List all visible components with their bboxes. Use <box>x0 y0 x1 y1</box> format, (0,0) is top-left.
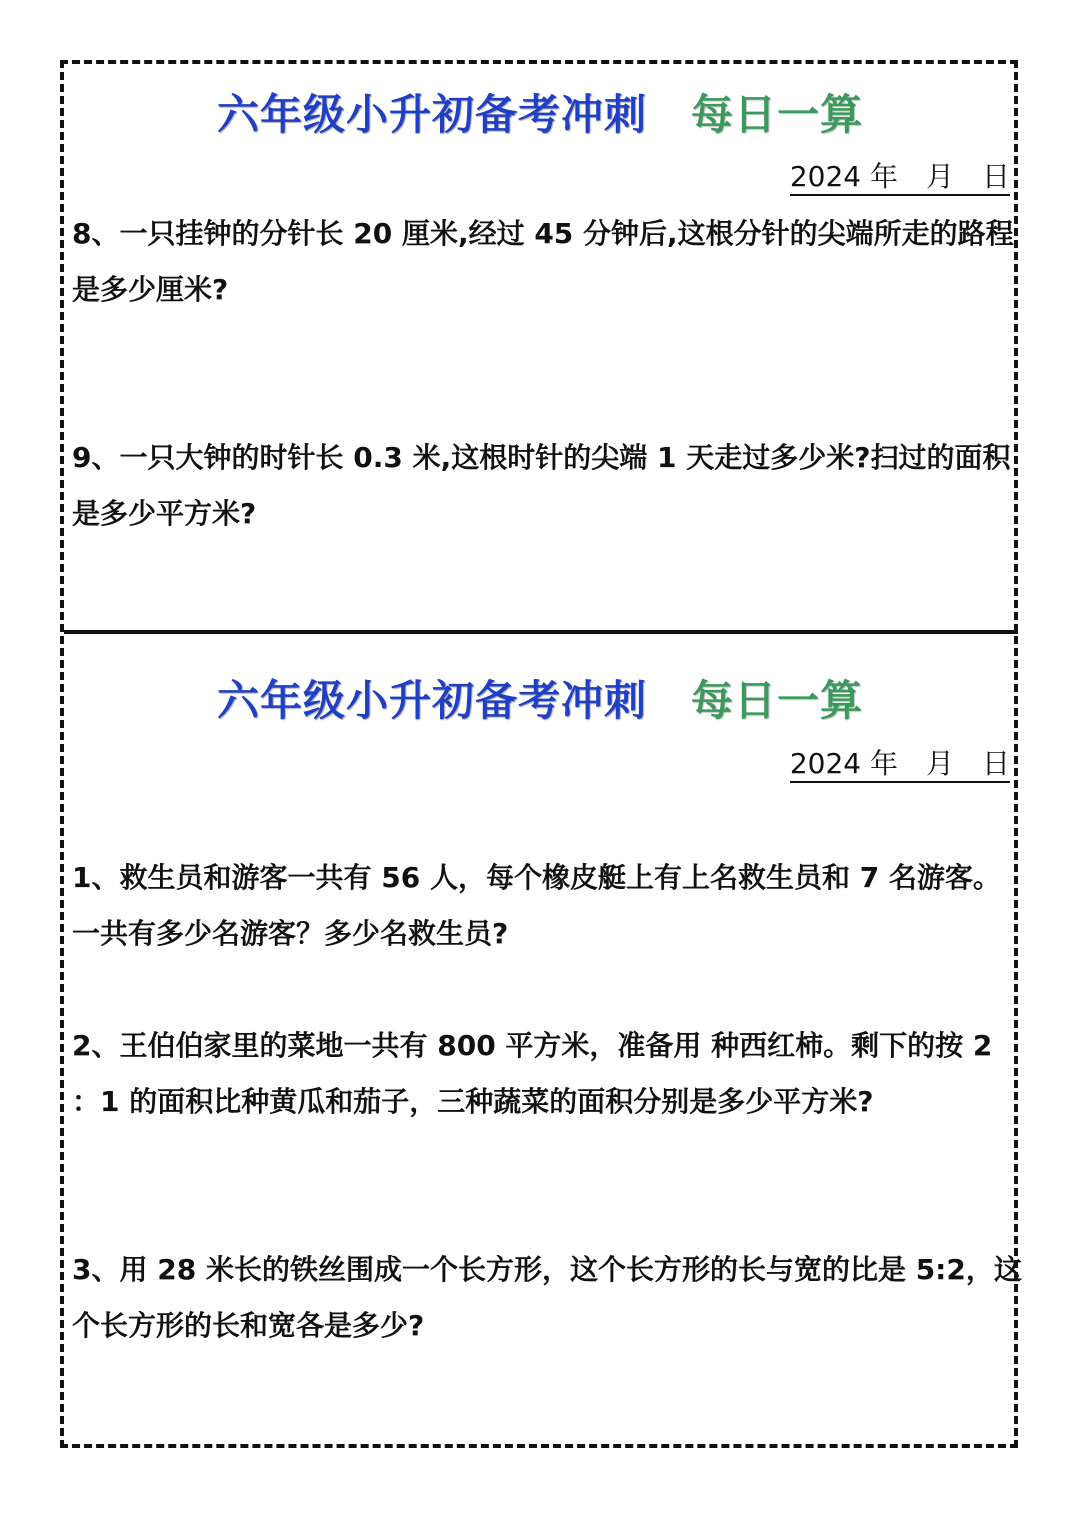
question-1-line-2: 一共有多少名游客？多少名救生员? <box>72 917 509 950</box>
section2-title-main: 六年级小升初备考冲刺 <box>216 676 647 725</box>
question-2-line-1: 2、王伯伯家里的菜地一共有 800 平方米，准备用 种西红柿。剩下的按 2 <box>72 1029 993 1062</box>
section1-title <box>0 82 1080 142</box>
section2-title-sub: 每日一算 <box>691 676 864 725</box>
question-2 <box>72 1018 1016 1130</box>
question-9 <box>72 430 1016 542</box>
section1-title-sub: 每日一算 <box>691 90 864 139</box>
question-8 <box>72 206 1016 318</box>
section2-date: 2024 年 月 日 <box>790 747 1010 783</box>
section2-title <box>0 668 1080 728</box>
question-1-line-1: 1、救生员和游客一共有 56 人，每个橡皮艇上有上名救生员和 7 名游客。 <box>72 861 1001 894</box>
question-2-line-2: ：1 的面积比种黄瓜和茄子，三种蔬菜的面积分别是多少平方米? <box>72 1085 874 1118</box>
question-9-line-2: 是多少平方米? <box>72 497 257 530</box>
section1-date: 2024 年 月 日 <box>790 160 1010 196</box>
question-3-line-1: 3、用 28 米长的铁丝围成一个长方形，这个长方形的长与宽的比是 5:2，这 <box>72 1253 1022 1286</box>
question-1 <box>72 850 1016 962</box>
question-3 <box>72 1242 1022 1354</box>
section-divider <box>64 630 1018 634</box>
question-9-line-1: 9、一只大钟的时针长 0.3 米,这根时针的尖端 1 天走过多少米?扫过的面积 <box>72 441 1011 474</box>
question-8-line-2: 是多少厘米? <box>72 273 229 306</box>
question-8-line-1: 8、一只挂钟的分针长 20 厘米,经过 45 分钟后,这根分针的尖端所走的路程 <box>72 217 1014 250</box>
question-3-line-2: 个长方形的长和宽各是多少? <box>72 1309 425 1342</box>
section1-title-main: 六年级小升初备考冲刺 <box>216 90 647 139</box>
